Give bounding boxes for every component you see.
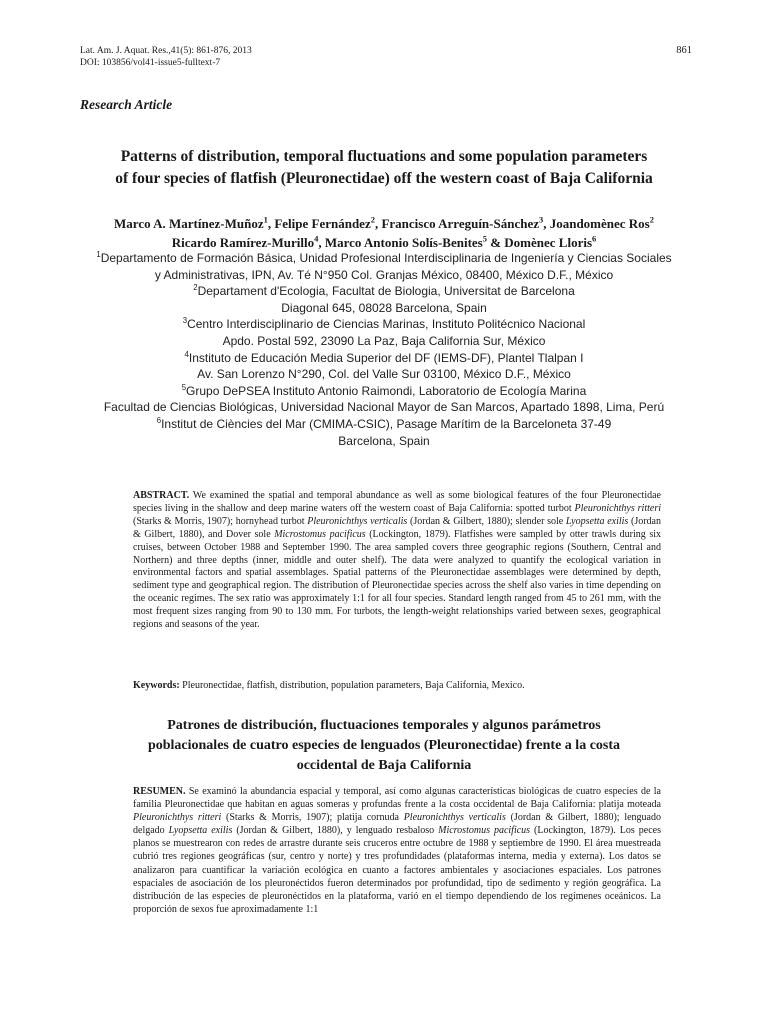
affiliation-line: $^1$Departamento de Formación Básica, Unidad Profesional Interdisciplinaria de Ingeniería y Ciencias Sociales <box>96 250 672 265</box>
title-line: Patterns of distribution, temporal fluctuations and some population parameters <box>120 148 648 165</box>
affiliation-line: y Administrativas, IPN, Av. Té N°950 Col. Granjas México, 08400, México D.F., México <box>154 267 614 282</box>
running-header <box>80 45 252 69</box>
author-name: , Felipe Fernández <box>267 216 371 231</box>
author-name: , Marco Antonio Solís-Benites <box>318 235 483 250</box>
affiliation-line: Apdo. Postal 592, 23090 La Paz, Baja California Sur, México <box>222 333 546 348</box>
affiliation-line: Av. San Lorenzo N°290, Col. del Valle Sur 03100, México D.F., México <box>197 367 571 382</box>
affiliation-mark: 3 <box>539 214 544 225</box>
title-line: occidental de Baja California <box>296 758 472 773</box>
affiliation-mark: 2 <box>370 214 375 225</box>
resumen: RESUMEN. Se examinó la abundancia espacial y temporal, así como algunas características biológicas de cuatro especies de la familia Pleuronectidae que habitan en aguas someras y profundas frente a la costa occidental de Baja California: platija moteada Pleuronichthys ritteri (Starks & Morris, 1907); platija cornuda Pleuronichthys verticalis (Jordan & Gilbert, 1880); lenguado delgado Lyopsetta exilis (Jordan & Gilbert, 1880), y lenguado resbaloso Microstomus pacificus (Lockington, 1879). Los peces planos se muestrearon con redes de arrastre durante seis cruceros entre octubre de 1988 y septiembre de 1990. El área muestreada cubrió tres regiones geográficas (sur, centro y norte) y tres profundidades (plataformas interna, media y externa). Los datos se analizaron para cuantificar la variación ecológica en cuanto a factores ambientales y asociaciones espaciales. Los patrones espaciales de asociación de los pleuronéctidos fueron determinados por profundidad, tipo de sedimento y región geográfica. La distribución de las especies de pleuronéctidos en la plataforma, varió en el tiempo dependiendo de los regímenes oceánicos. La proporción de sexos fue aproximadamente 1:1 <box>133 786 661 915</box>
affiliation-line: Barcelona, Spain <box>338 433 430 448</box>
title-line: poblacionales de cuatro especies de lenguados (Pleuronectidae) frente a la costa <box>147 738 621 753</box>
author-name: Ricardo Ramírez-Murillo <box>171 235 315 250</box>
doi: DOI: 103856/vol41-issue5-fulltext-7 <box>80 58 221 68</box>
keywords: Keywords: Pleuronectidae, flatfish, distribution, population parameters, Baja California, Mexico. <box>133 680 525 691</box>
affiliation-mark: 6 <box>592 233 597 244</box>
page-number: 861 <box>676 45 692 56</box>
author-name: , Joandomènec Ros <box>543 216 650 231</box>
affiliation-line: Facultad de Ciencias Biológicas, Universidad Nacional Mayor de San Marcos, Apartado 1898, Lima, Perú <box>103 400 665 415</box>
article-type: Research Article <box>80 97 173 112</box>
affiliation-line: $^6$Institut de Ciències del Mar (CMIMA-CSIC), Pasage Marítim de la Barceloneta 37-49 <box>156 415 612 431</box>
affiliation-line: $^5$Grupo DePSEA Instituto Antonio Raimondi, Laboratorio de Ecología Marina <box>181 382 587 398</box>
author-name: & Domènec Lloris <box>486 235 593 250</box>
abstract-label: ABSTRACT. <box>133 490 190 501</box>
author-line <box>60 214 708 233</box>
title-line: of four species of flatfish (Pleuronectidae) off the western coast of Baja California <box>115 170 653 187</box>
keywords-label: Keywords: <box>133 680 180 691</box>
affiliation-mark: 1 <box>263 214 268 225</box>
affiliation-line: Diagonal 645, 08028 Barcelona, Spain <box>281 300 487 315</box>
resumen-label: RESUMEN. <box>133 786 186 797</box>
title-line: Patrones de distribución, fluctuaciones temporales y algunos parámetros <box>167 718 601 733</box>
author-name: , Francisco Arreguín-Sánchez <box>374 216 539 231</box>
journal-citation: Lat. Am. J. Aquat. Res.,41(5): 861-876, 2013 <box>80 46 252 56</box>
affiliation-line: $^3$Centro Interdisciplinario de Ciencias Marinas, Instituto Politécnico Nacional <box>182 316 586 332</box>
spanish-title <box>80 716 688 776</box>
article-title <box>60 146 708 190</box>
affiliation-line: $^4$Instituto de Educación Media Superior del DF (IEMS-DF), Plantel Tlalpan I <box>184 349 584 365</box>
author-name: Marco A. Martínez-Muñoz <box>114 216 264 231</box>
affiliation-mark: 2 <box>649 214 654 225</box>
abstract: ABSTRACT. We examined the spatial and temporal abundance as well as some biological features of the four Pleuronectidae species living in the shallow and deep marine waters off the western coast of Baja California: spotted turbot Pleuronichthys ritteri (Starks & Morris, 1907); hornyhead turbot Pleuronichthys verticalis (Jordan & Gilbert, 1880); slender sole Lyopsetta exilis (Jordan & Gilbert, 1880), and Dover sole Microstomus pacificus (Lockington, 1879). Flatfishes were sampled by otter trawls during six cruises, between October 1988 and September 1990. The area sampled covers three geographic regions (Southern, Central and Northern) and three depths (inner, middle and outer shelf). The data were analyzed to quantify the ecological variation in environmental factors and spatial assemblages. Spatial patterns of the Pleuronectidae assemblages were determined by depth, sediment type and geographical region. The distribution of Pleuronectidae species across the shelf also varies in time depending on the oceanic regimes. The sex ratio was approximately 1:1 for all four species. Standard length ranged from 45 to 261 mm, with the most frequent sizes ranging from 90 to 130 mm. For turbots, the length-weight relationships varied between sexes, geographical regions and seasons of the year. <box>133 490 661 631</box>
affiliation-mark: 5 <box>482 233 487 244</box>
affiliation-mark: 4 <box>314 233 319 244</box>
affiliations <box>40 250 728 449</box>
author-list <box>60 214 708 252</box>
affiliation-line: $^2$Departament d'Ecologia, Facultat de Biologia, Universitat de Barcelona <box>193 283 575 299</box>
